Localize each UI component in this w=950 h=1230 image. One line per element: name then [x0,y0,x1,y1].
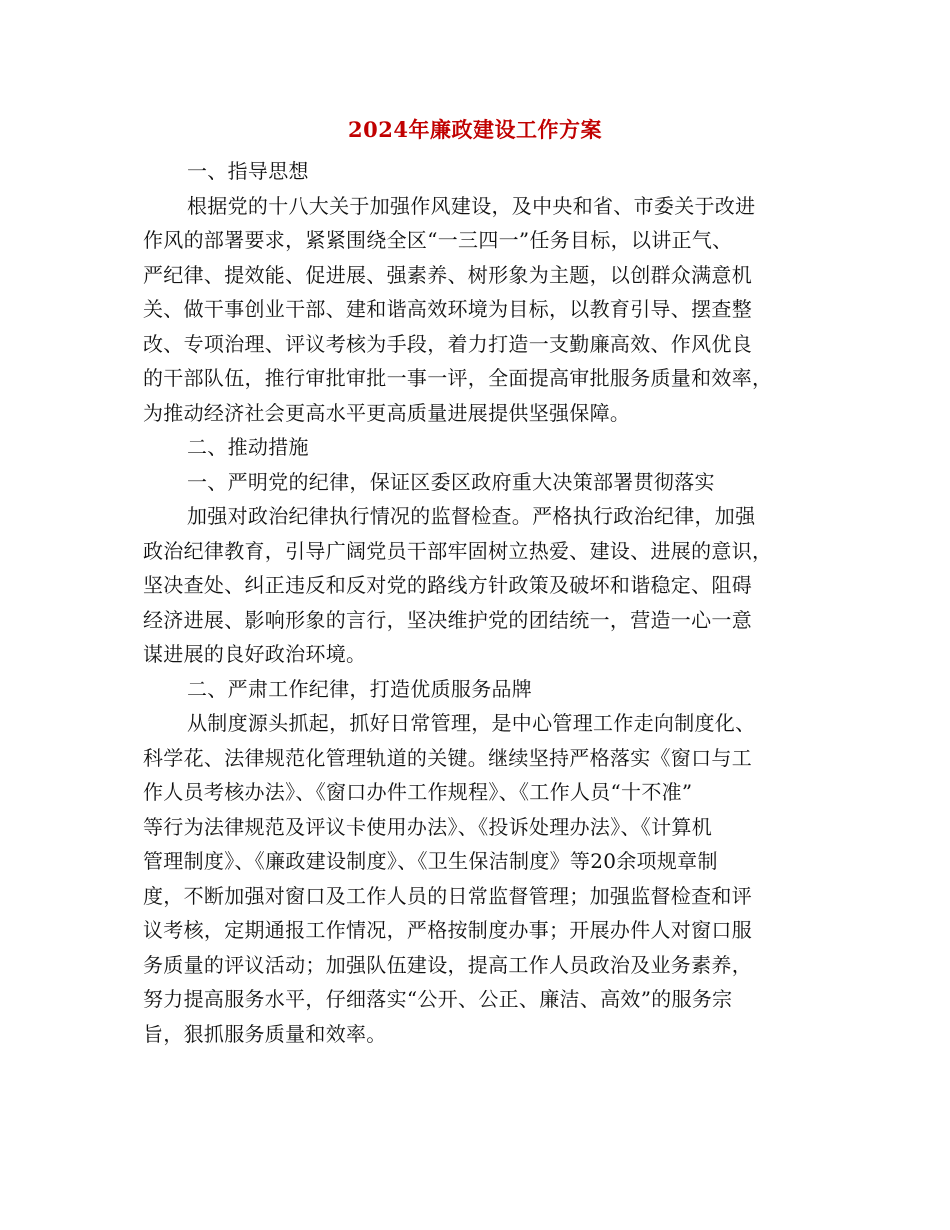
text-line: 科学花、法律规范化管理轨道的关键。继续坚持严格落实《窗口与工 [143,745,752,770]
text-line: 根据党的十八大关于加强作风建设，及中央和省、市委关于改进 [187,193,756,218]
text-line: 从制度源头抓起，抓好日常管理，是中心管理工作走向制度化、 [187,711,756,735]
text-line: 的干部队伍，推行审批审批一事一评，全面提高审批服务质量和效率， [143,366,773,390]
document-title: 2024年廉政建设工作方案 [348,117,602,142]
text-line: 坚决查处、纠正违反和反对党的路线方针政策及破坏和谐稳定、阻碍 [143,573,752,597]
text-line: 一、指导思想 [187,159,309,183]
text-line: 作风的部署要求，紧紧围绕全区“一三四一”任务目标，以讲正气、 [143,228,733,252]
text-line: 政治纪律教育，引导广阔党员干部牢固树立热爱、建设、进展的意识， [143,538,773,563]
text-line: 等行为法律规范及评议卡使用办法》、《投诉处理办法》、《计算机 [143,814,712,839]
text-line: 二、严肃工作纪律，打造优质服务品牌 [187,676,533,701]
text-line: 加强对政治纪律执行情况的监督检查。严格执行政治纪律，加强 [187,504,756,528]
text-line: 改、专项治理、评议考核为手段，着力打造一支勤廉高效、作风优良 [143,331,752,356]
text-line: 度，不断加强对窗口及工作人员的日常监督管理；加强监督检查和评 [143,883,752,908]
text-line: 务质量的评议活动；加强队伍建设，提高工作人员政治及业务素养， [143,952,752,977]
text-line: 经济进展、影响形象的言行，坚决维护党的团结统一，营造一心一意 [143,607,752,632]
text-line: 谋进展的良好政治环境。 [143,642,367,666]
text-line: 努力提高服务水平，仔细落实“公开、公正、廉洁、高效”的服务宗 [143,987,733,1011]
text-line: 一、严明党的纪律，保证区委区政府重大决策部署贯彻落实 [187,469,715,494]
text-line: 旨，狠抓服务质量和效率。 [143,1021,387,1046]
document-page [143,112,807,1051]
document-body [143,154,807,1051]
text-line: 议考核，定期通报工作情况，严格按制度办事；开展办件人对窗口服 [143,918,752,942]
text-line: 作人员考核办法》、《窗口办件工作规程》、《工作人员“十不准” [143,780,693,804]
text-line: 二、推动措施 [187,435,309,459]
text-line: 关、做干事创业干部、建和谐高效环境为目标，以教育引导、摆查整 [143,297,752,321]
text-line: 管理制度》、《廉政建设制度》、《卫生保洁制度》等20余项规章制 [143,849,718,873]
text-line: 为推动经济社会更高水平更高质量进展提供坚强保障。 [143,400,631,425]
text-line: 严纪律、提效能、促进展、强素养、树形象为主题，以创群众满意机 [143,262,752,287]
